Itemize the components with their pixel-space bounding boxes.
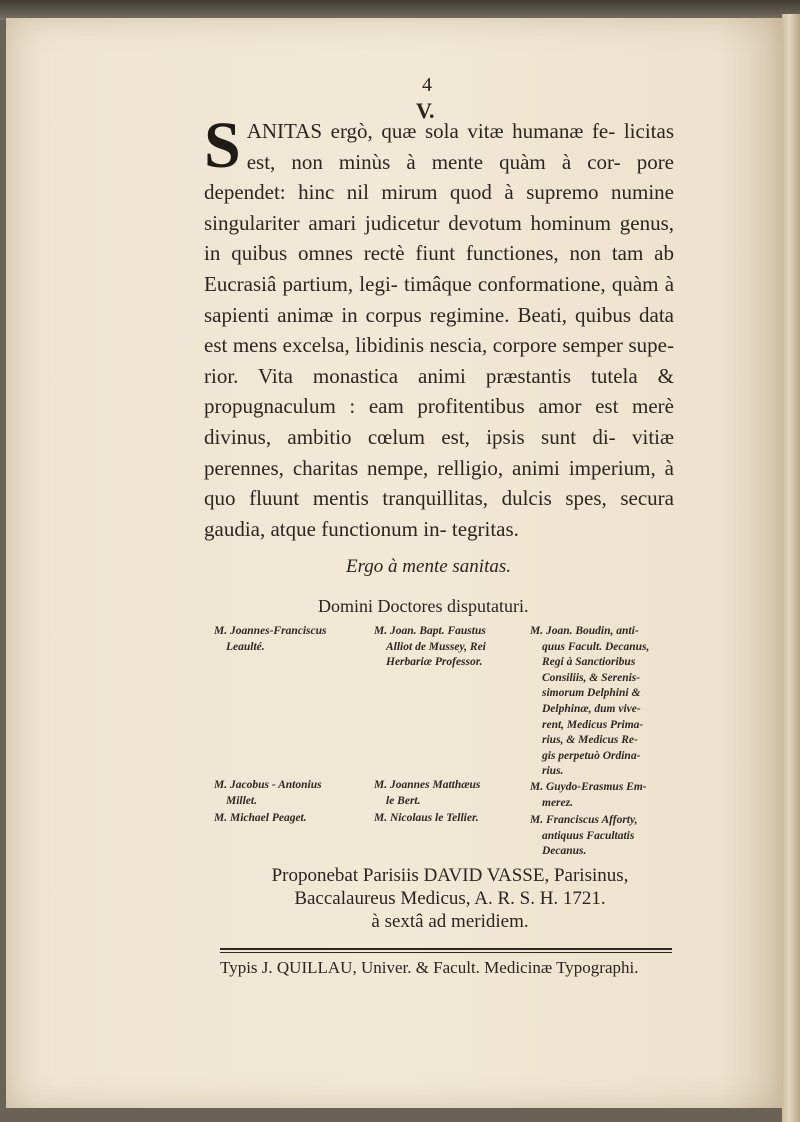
body-line: excelsa, libidinis nescia, corpore semper supe-	[282, 333, 674, 358]
doctors-column-2	[374, 624, 524, 671]
body-line: timâque conformatione, quàm à sapienti animæ	[204, 271, 675, 327]
doctor-line: Consiliis, & Serenis-	[542, 671, 641, 684]
doctor-line: M. Joannes-Franciscus	[214, 625, 327, 637]
doctor-entry	[530, 624, 680, 780]
printer-imprint: Typis J. QUILLAU, Univer. & Facult. Medicinæ Typographi.	[220, 958, 639, 977]
doctor-line: M. Joan. Boudin, anti-	[530, 625, 639, 637]
doctor-line: M. Guydo-Erasmus Em-	[530, 780, 647, 793]
doctors-column-1-lower	[214, 778, 364, 827]
doctor-line: M. Franciscus Afforty,	[530, 814, 638, 827]
doctor-line: Leaulté.	[226, 640, 265, 653]
doctor-entry	[214, 624, 364, 655]
doctor-line: gis perpetuò Ordina-	[542, 749, 641, 762]
body-line: functiones, non tam ab Eucrasiâ partium, legi-	[204, 241, 675, 296]
body-line: numine singulariter amari judicetur devotum	[204, 180, 675, 235]
doctors-column-2-lower	[374, 778, 524, 827]
body-line: pore dependet: hinc nil mirum quod à supremo	[204, 149, 675, 205]
document-page	[6, 18, 782, 1108]
defense-notice	[220, 864, 680, 933]
doctors-heading: Domini Doctores disputaturi.	[318, 596, 529, 616]
body-line: in corpus regimine. Beati, quibus data est mens	[204, 302, 675, 358]
defense-line: Baccalaureus Medicus, A. R. S. H. 1721.	[294, 888, 606, 909]
doctors-column-3	[530, 624, 680, 860]
doctor-line: le Bert.	[386, 794, 421, 807]
body-line: vitiæ perennes, charitas nempe, relligio, animi	[204, 424, 674, 480]
doctors-column-1	[214, 624, 364, 655]
doctor-line: merez.	[542, 796, 573, 809]
doctor-entry	[374, 778, 524, 809]
page-number: 4	[422, 74, 432, 96]
doctor-entry	[374, 811, 524, 827]
body-line: rior. Vita monastica animi præstantis tutela &	[204, 363, 674, 388]
doctor-line: rius, & Medicus Re-	[542, 734, 638, 747]
doctor-entry	[374, 624, 524, 671]
doctor-line: rent, Medicus Prima-	[542, 718, 644, 731]
doctor-line: Decanus.	[542, 845, 587, 858]
doctor-line: Millet.	[226, 794, 257, 807]
doctor-line: M. Joan. Bapt. Faustus	[374, 625, 486, 637]
body-line: merè divinus, ambitio cœlum est, ipsis sunt di-	[204, 394, 674, 449]
doctor-entry	[530, 780, 680, 811]
doctor-entry	[530, 813, 680, 860]
doctor-entry	[214, 811, 364, 827]
drop-cap-initial: S	[204, 109, 241, 182]
doctor-line: quus Facult. Decanus,	[542, 640, 650, 653]
body-line: ANITAS ergò, quæ sola vitæ humanæ fe-	[246, 119, 616, 143]
adjacent-page-edge	[782, 14, 800, 1122]
doctor-line: M. Michael Peaget.	[214, 812, 307, 825]
doctor-line: rius.	[542, 765, 564, 778]
defense-line: Proponebat Parisiis DAVID VASSE, Parisinus,	[271, 865, 629, 886]
body-line: tegritas.	[451, 516, 519, 541]
doctor-line: Herbariæ Professor.	[386, 656, 483, 669]
doctor-line: M. Joannes Matthæus	[374, 779, 481, 791]
background-top-edge	[0, 0, 800, 20]
body-line: hominum genus, in quibus omnes rectè fiunt	[204, 210, 674, 266]
doctor-entry	[214, 778, 364, 809]
doctor-line: Alliot de Mussey, Rei	[386, 640, 486, 653]
divider-rule-thin	[220, 952, 672, 953]
divider-rule	[220, 948, 672, 950]
doctor-line: antiquus Facultatis	[542, 829, 635, 842]
doctor-line: Delphinæ, dum vive-	[542, 702, 641, 715]
doctor-line: simorum Delphini &	[542, 687, 641, 700]
body-line: imperium, à quo fluunt mentis tranquillitas,	[204, 455, 674, 511]
body-line: propugnaculum : eam profitentibus amor est	[204, 394, 619, 419]
section-number: V.	[416, 98, 435, 123]
defense-line: à sextâ ad meridiem.	[371, 911, 529, 932]
doctor-line: M. Jacobus - Antonius	[214, 779, 322, 791]
thesis-body	[204, 109, 675, 544]
body-line: licitas est, non minùs à mente quàm à cor-	[246, 119, 674, 174]
thesis-conclusion: Ergo à mente sanitas.	[346, 556, 512, 577]
doctor-line: Regi à Sanctioribus	[542, 656, 636, 669]
doctor-line: M. Nicolaus le Tellier.	[374, 812, 479, 825]
body-line: dulcis spes, secura gaudia, atque functionum in-	[204, 486, 674, 541]
